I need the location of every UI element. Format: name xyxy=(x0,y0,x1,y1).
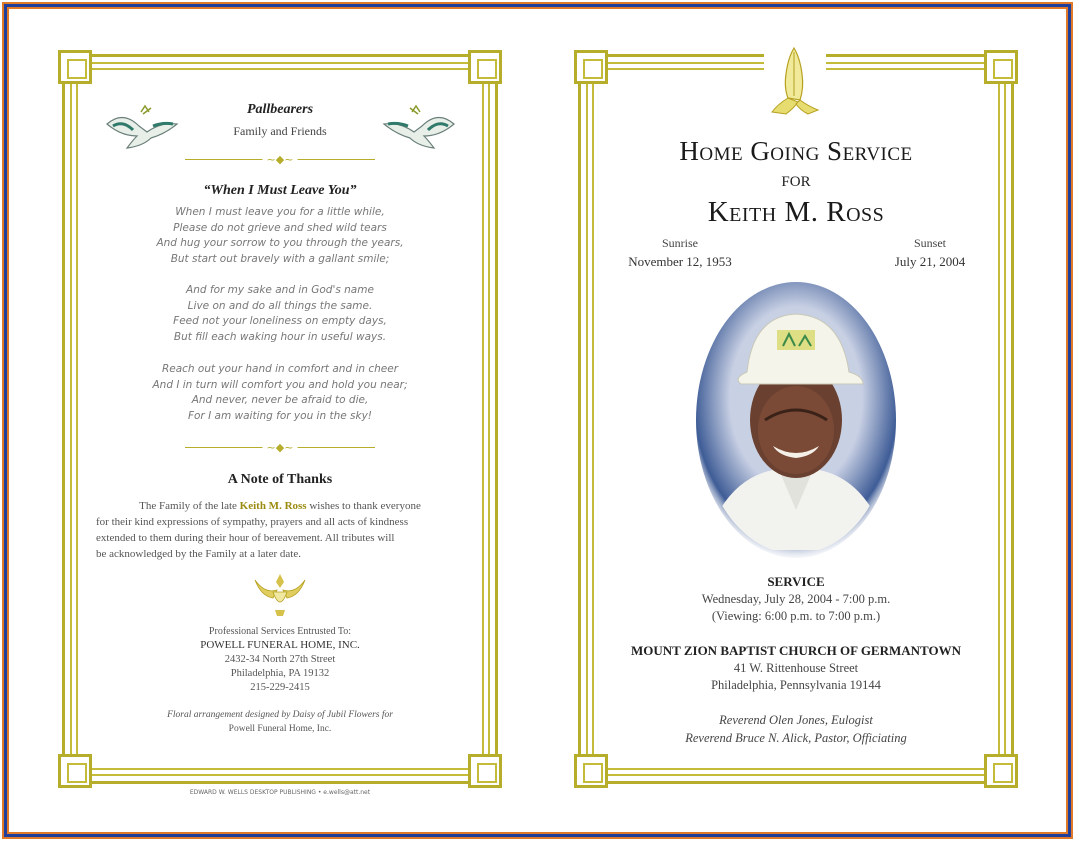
ornamental-divider-top: ~◆~ xyxy=(185,156,375,164)
services-label: Professional Services Entrusted To: xyxy=(208,626,352,637)
dove-icon-right xyxy=(378,102,458,154)
thanks-line: for their kind expressions of sympathy, prayers and all acts of kindness xyxy=(96,516,409,528)
viewing-time: (Viewing: 6:00 p.m. to 7:00 p.m.) xyxy=(711,609,881,623)
poem-line: Reach out your hand in comfort and in cheer xyxy=(161,363,399,375)
deceased-name-highlight: Keith M. Ross xyxy=(239,500,307,512)
funeral-home-name: POWELL FUNERAL HOME, INC. xyxy=(200,639,360,651)
thanks-line: extended to them during their hour of bereavement. All tributes will xyxy=(96,532,395,544)
ornamental-divider-middle: ~◆~ xyxy=(185,444,375,452)
praying-hands-icon xyxy=(764,44,826,118)
thanks-line: be acknowledged by the Family at a later date. xyxy=(96,548,301,560)
dove-icon-left xyxy=(103,102,183,154)
poem-line: And hug your sorrow to you through the years, xyxy=(156,237,404,249)
poem-line: Live on and do all things the same. xyxy=(187,299,373,312)
eagle-emblem-icon xyxy=(251,568,309,618)
poem-line: When I must leave you for a little while, xyxy=(175,206,385,218)
sunset-label: Sunset xyxy=(913,236,946,250)
thanks-intro: The Family of the late xyxy=(139,500,240,512)
deceased-portrait xyxy=(693,280,899,560)
poem-stanza-1 xyxy=(100,205,460,267)
poem-line: And I in turn will comfort you and hold you near; xyxy=(152,378,408,391)
publisher-credit: EDWARD W. WELLS DESKTOP PUBLISHING • e.wells@att.net xyxy=(189,789,371,796)
poem-line: Please do not grieve and shed wild tears xyxy=(173,221,387,234)
thanks-title: A Note of Thanks xyxy=(227,472,333,487)
poem-line: But fill each waking hour in useful ways. xyxy=(173,330,387,343)
sunrise-label: Sunrise xyxy=(662,236,698,250)
poem-line: And never, never be afraid to die, xyxy=(191,394,369,406)
for-label: FOR xyxy=(781,174,811,190)
floral-credit-line1: Floral arrangement designed by Daisy of Jubil Flowers for xyxy=(167,710,393,720)
poem-stanza-2 xyxy=(100,283,460,345)
service-label: SERVICE xyxy=(767,574,825,589)
officiating-line: Reverend Bruce N. Alick, Pastor, Officiating xyxy=(685,731,907,745)
funeral-home-phone: 215-229-2415 xyxy=(250,682,310,693)
church-address1: 41 W. Rittenhouse Street xyxy=(733,661,859,675)
service-datetime: Wednesday, July 28, 2004 - 7:00 p.m. xyxy=(701,592,891,606)
church-address2: Philadelphia, Pennsylvania 19144 xyxy=(711,678,881,692)
thanks-intro-end: wishes to thank everyone xyxy=(306,500,421,512)
sunset-date: July 21, 2004 xyxy=(894,254,966,269)
service-title: Home Going Service xyxy=(679,136,913,166)
thanks-paragraph xyxy=(96,498,464,562)
poem-stanza-3 xyxy=(100,362,460,424)
poem-line: And for my sake and in God's name xyxy=(186,284,374,296)
pallbearers-text: Family and Friends xyxy=(233,124,327,138)
eulogist-line: Reverend Olen Jones, Eulogist xyxy=(719,713,873,727)
church-name: MOUNT ZION BAPTIST CHURCH OF GERMANTOWN xyxy=(631,643,961,658)
funeral-home-address2: Philadelphia, PA 19132 xyxy=(230,668,330,679)
poem-line: For I am waiting for you in the sky! xyxy=(187,409,373,422)
funeral-home-address1: 2432-34 North 27th Street xyxy=(224,654,336,665)
poem-line: Feed not your loneliness on empty days, xyxy=(173,315,387,327)
poem-title: “When I Must Leave You” xyxy=(203,183,357,198)
deceased-name: Keith M. Ross xyxy=(707,196,885,228)
sunrise-date: November 12, 1953 xyxy=(628,254,732,269)
pallbearers-title: Pallbearers xyxy=(246,102,314,117)
floral-credit-line2: Powell Funeral Home, Inc. xyxy=(228,724,332,734)
poem-line: But start out bravely with a gallant smile; xyxy=(170,252,390,265)
